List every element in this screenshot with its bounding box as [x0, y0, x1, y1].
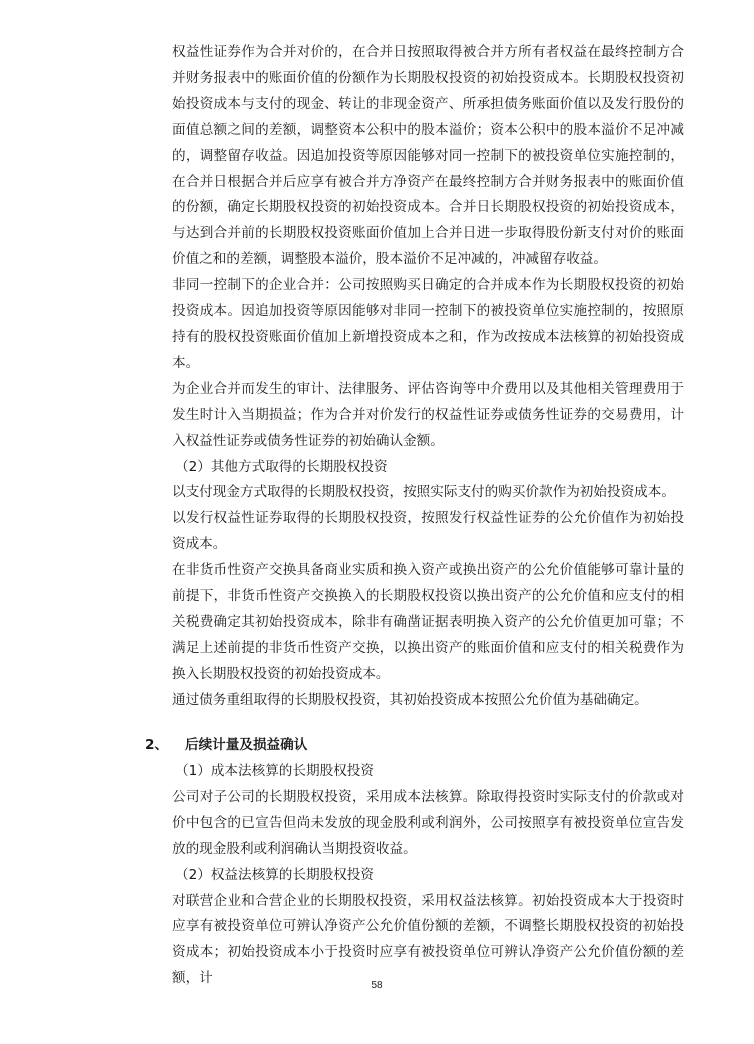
- section-title: 后续计量及损益确认: [185, 737, 308, 753]
- paragraph-cost-method: 公司对子公司的长期股权投资，采用成本法核算。除取得投资时实际支付的价款或对价中包含的已宣告但尚未发放的现金股利或利润外，公司按照享有被投资单位宣告发放的现金股利或利润确认当期投资收益。: [172, 788, 684, 857]
- paragraph-merger-costs: 为企业合并而发生的审计、法律服务、评估咨询等中介费用以及其他相关管理费用于发生时计入当期损益；作为合并对价发行的权益性证券或债务性证券的交易费用，计入权益性证券或债务性证券的初始确认金额。: [172, 380, 684, 449]
- paragraph-merger-same-control: 权益性证券作为合并对价的，在合并日按照取得被合并方所有者权益在最终控制方合并财务报表中的账面价值的份额作为长期股权投资的初始投资成本。长期股权投资初始投资成本与支付的现金、转让的非现金资产、所承担债务账面价值以及发行股份的面值总额之间的差额，调整资本公积中的股本溢价；资本公积中的股本溢价不足冲减的，调整留存收益。因追加投资等原因能够对同一控制下的被投资单位实施控制的，在合并日根据合并后应享有被合并方净资产在最终控制方合并财务报表中的账面价值的份额，确定长期股权投资的初始投资成本。合并日长期股权投资的初始投资成本，与达到合并前的长期股权投资账面价值加上合并日进一步取得股份新支付对价的账面价值之和的差额，调整股本溢价，股本溢价不足冲减的，冲减留存收益。: [172, 44, 684, 268]
- paragraph-merger-non-same-control: 非同一控制下的企业合并：公司按照购买日确定的合并成本作为长期股权投资的初始投资成本。因追加投资等原因能够对非同一控制下的被投资单位实施控制的，按照原持有的股权投资账面价值加上新增投资成本之和，作为改按成本法核算的初始投资成本。: [172, 277, 684, 371]
- paragraph-debt-restructuring: 通过债务重组取得的长期股权投资，其初始投资成本按照公允价值为基础确定。: [172, 691, 648, 708]
- paragraph-equity-method: 对联营企业和合营企业的长期股权投资，采用权益法核算。初始投资成本大于投资时应享有被投资单位可辨认净资产公允价值份额的差额，不调整长期股权投资的初始投资成本；初始投资成本小于投资时应享有被投资单位可辨认净资产公允价值份额的差额，计: [172, 892, 684, 987]
- page-number: 58: [371, 980, 383, 991]
- paragraph-equity-acquisition: 以发行权益性证券取得的长期股权投资，按照发行权益性证券的公允价值作为初始投资成本。: [172, 510, 684, 553]
- section-heading: [145, 733, 307, 758]
- subheading-cost-method: （1）成本法核算的长期股权投资: [175, 763, 374, 779]
- subheading-equity-method: （2）权益法核算的长期股权投资: [175, 866, 374, 883]
- paragraph-cash-acquisition: 以支付现金方式取得的长期股权投资，按照实际支付的购买价款作为初始投资成本。: [172, 484, 675, 501]
- section-number: 2、: [145, 737, 169, 753]
- body-text-bottom: [172, 759, 684, 992]
- subheading-other-acquisition: （2）其他方式取得的长期股权投资: [175, 458, 388, 475]
- paragraph-non-monetary-exchange: 在非货币性资产交换具备商业实质和换入资产或换出资产的公允价值能够可靠计量的前提下，非货币性资产交换换入的长期股权投资以换出资产的公允价值和应支付的相关税费确定其初始投资成本，除非有确凿证据表明换入资产的公允价值更加可靠；不满足上述前提的非货币性资产交换，以换出资产的账面价值和应支付的相关税费作为换入长期股权投资的初始投资成本。: [172, 562, 684, 682]
- body-text-top: [172, 40, 684, 714]
